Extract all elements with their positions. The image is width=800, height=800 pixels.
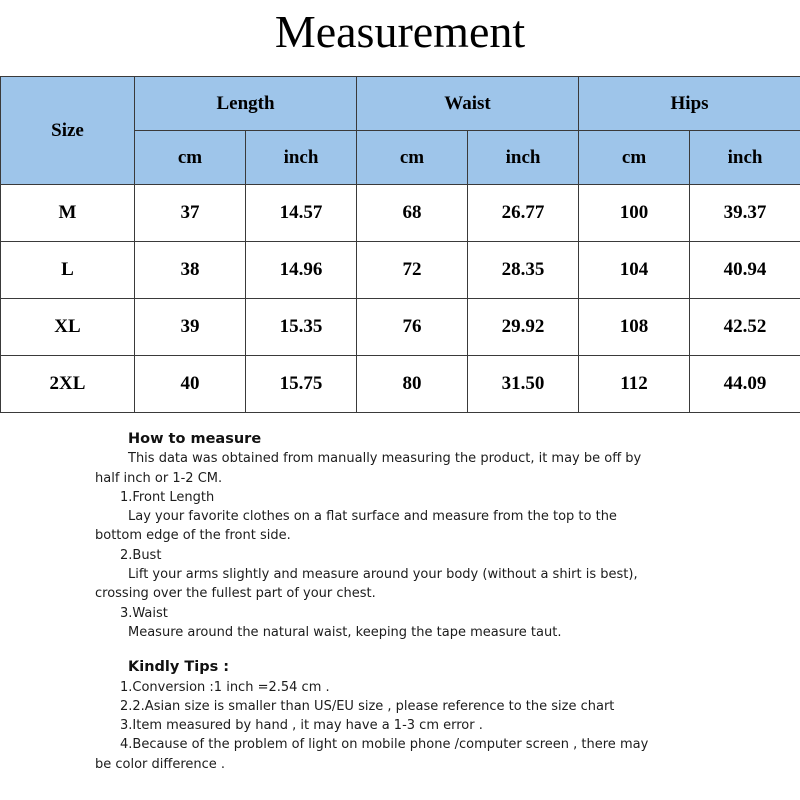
note-text: crossing over the fullest part of your chest. (95, 586, 376, 602)
hips-header: Hips (579, 77, 800, 131)
table-row (1, 242, 800, 299)
note-text: This data was obtained from manually measuring the product, it may be off by (128, 451, 642, 467)
table-cell: 39 (135, 299, 246, 356)
unit-header: inch (246, 131, 357, 185)
size-header: Size (1, 77, 135, 185)
table-cell: 42.52 (690, 299, 800, 356)
size-cell: M (1, 185, 135, 242)
table-cell: 112 (579, 356, 690, 413)
table-cell: 15.75 (246, 356, 357, 413)
unit-header: inch (468, 131, 579, 185)
table-cell: 80 (357, 356, 468, 413)
size-cell: 2XL (1, 356, 135, 413)
note-item-title: 2.Bust (120, 547, 162, 563)
table-cell: 37 (135, 185, 246, 242)
note-text: bottom edge of the front side. (95, 528, 291, 544)
size-cell: XL (1, 299, 135, 356)
table-cell: 29.92 (468, 299, 579, 356)
note-text: Lay your favorite clothes on a flat surface and measure from the top to the (128, 509, 617, 525)
table-header-row (1, 77, 800, 131)
size-cell: L (1, 242, 135, 299)
tip-text: be color difference . (95, 756, 226, 772)
size-chart-table (0, 76, 800, 413)
table-cell: 44.09 (690, 356, 800, 413)
table-cell: 108 (579, 299, 690, 356)
unit-header: cm (357, 131, 468, 185)
table-cell: 40 (135, 356, 246, 413)
measurement-notes (0, 430, 800, 774)
tip-text: 3.Item measured by hand , it may have a 1-3 cm error . (120, 718, 483, 734)
note-text: Lift your arms slightly and measure around your body (without a shirt is best), (128, 567, 638, 583)
table-cell: 26.77 (468, 185, 579, 242)
table-cell: 100 (579, 185, 690, 242)
length-header: Length (135, 77, 357, 131)
note-text: half inch or 1-2 CM. (95, 470, 223, 486)
table-cell: 39.37 (690, 185, 800, 242)
table-cell: 72 (357, 242, 468, 299)
unit-header: cm (579, 131, 690, 185)
table-cell: 68 (357, 185, 468, 242)
table-cell: 28.35 (468, 242, 579, 299)
note-item-title: 1.Front Length (120, 489, 215, 505)
table-cell: 15.35 (246, 299, 357, 356)
kindly-tips-heading: Kindly Tips : (128, 659, 230, 676)
table-cell: 38 (135, 242, 246, 299)
tip-text: 2.2.Asian size is smaller than US/EU size , please reference to the size chart (120, 698, 615, 714)
table-row (1, 185, 800, 242)
page-title: Measurement (274, 6, 526, 57)
table-cell: 14.57 (246, 185, 357, 242)
note-text: Measure around the natural waist, keeping the tape measure taut. (128, 624, 562, 640)
tip-text: 4.Because of the problem of light on mobile phone /computer screen , there may (120, 737, 649, 753)
table-cell: 40.94 (690, 242, 800, 299)
table-cell: 31.50 (468, 356, 579, 413)
note-item-title: 3.Waist (120, 605, 168, 621)
table-cell: 104 (579, 242, 690, 299)
waist-header: Waist (357, 77, 579, 131)
table-row (1, 299, 800, 356)
unit-header: inch (690, 131, 800, 185)
unit-header: cm (135, 131, 246, 185)
table-row (1, 356, 800, 413)
how-to-measure-heading: How to measure (128, 431, 262, 447)
table-cell: 76 (357, 299, 468, 356)
table-cell: 14.96 (246, 242, 357, 299)
tip-text: 1.Conversion :1 inch =2.54 cm . (120, 679, 330, 695)
